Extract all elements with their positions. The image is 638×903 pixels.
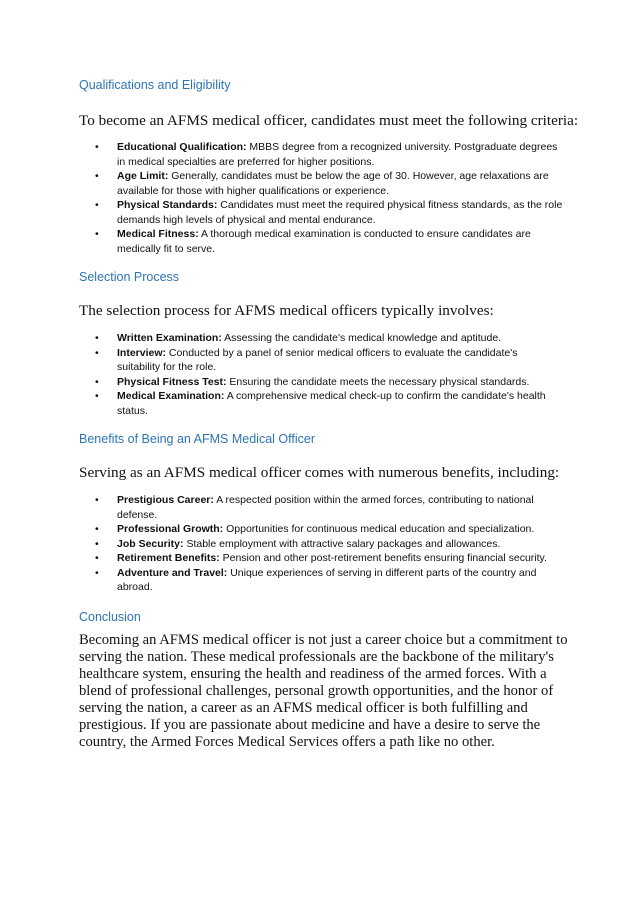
- bullet-icon: •: [95, 346, 99, 359]
- item-text: Opportunities for continuous medical education and specialization.: [223, 523, 535, 535]
- item-text: Ensuring the candidate meets the necessary physical standards.: [226, 375, 530, 388]
- bullet-icon: •: [95, 332, 99, 344]
- item-label: Adventure and Travel:: [117, 566, 228, 579]
- bullet-icon: •: [95, 199, 99, 211]
- section-intro-selection: The selection process for AFMS medical officers typically involves:: [79, 302, 494, 319]
- item-label: Medical Fitness:: [117, 228, 199, 240]
- item-label: Prestigious Career:: [117, 494, 214, 506]
- bullet-icon: •: [95, 170, 99, 182]
- bullet-icon: •: [95, 566, 99, 579]
- bullet-icon: •: [95, 228, 99, 240]
- list-item: [0, 551, 563, 566]
- list-item: [0, 566, 563, 595]
- bullet-icon: •: [95, 375, 99, 388]
- section-heading-qualifications: Qualifications and Eligibility: [79, 78, 231, 92]
- bullet-icon: •: [95, 141, 99, 153]
- item-text: Generally, candidates must be below the age of 30. However, age relaxations are available for those with higher qualifications or experience.: [117, 170, 549, 197]
- list-item: [0, 389, 563, 418]
- bullet-icon: •: [95, 494, 99, 506]
- item-text: A respected position within the armed forces, contributing to national defense.: [117, 494, 534, 521]
- list-item: [0, 169, 563, 198]
- item-label: Educational Qualification:: [117, 141, 247, 153]
- bullet-icon: •: [95, 390, 99, 402]
- section-heading-benefits: Benefits of Being an AFMS Medical Officer: [79, 432, 315, 446]
- list-item: [0, 493, 563, 522]
- item-label: Physical Fitness Test:: [117, 375, 227, 388]
- benefits-list: [0, 493, 600, 595]
- section-intro-benefits: Serving as an AFMS medical officer comes with numerous benefits, including:: [79, 464, 560, 481]
- list-item: [0, 375, 563, 390]
- item-label: Physical Standards:: [117, 199, 218, 211]
- selection-list: [0, 331, 600, 418]
- bullet-icon: •: [95, 537, 99, 550]
- list-item: [0, 522, 563, 537]
- list-item: [0, 198, 563, 227]
- list-item: [0, 227, 563, 256]
- item-label: Written Examination:: [117, 332, 222, 344]
- conclusion-paragraph: Becoming an AFMS medical officer is not just a career choice but a commitment to serving the nation. These medical professionals are the backbone of the military's healthcare system, ensuring the health and readiness of the armed forces. With a blend of professional challenges, personal growth opportunities, and the honor of serving the nation, a career as an AFMS medical officer is both fulfilling and prestigious. If you are passionate about medicine and have a desire to serve the country, the Armed Forces Medical Services offers a path like no other.: [79, 632, 568, 750]
- section-intro-qualifications: To become an AFMS medical officer, candidates must meet the following criteria:: [79, 112, 579, 129]
- item-text: Stable employment with attractive salary packages and allowances.: [183, 537, 501, 550]
- item-text: Candidates must meet the required physical fitness standards, as the role demands high levels of physical and mental endurance.: [117, 199, 563, 226]
- item-text: A thorough medical examination is conducted to ensure candidates are medically fit to serve.: [117, 228, 531, 255]
- bullet-icon: •: [95, 552, 99, 564]
- list-item: [0, 346, 563, 375]
- item-text: MBBS degree from a recognized university. Postgraduate degrees in medical specialties are preferred for higher positions.: [117, 141, 558, 168]
- list-item: [0, 331, 563, 346]
- item-label: Job Security:: [117, 537, 184, 550]
- item-text: Conducted by a panel of senior medical officers to evaluate the candidate's suitability for the role.: [117, 346, 518, 373]
- qualifications-list: [0, 140, 600, 256]
- item-label: Medical Examination:: [117, 390, 225, 402]
- item-label: Age Limit:: [117, 170, 169, 182]
- item-text: Unique experiences of serving in different parts of the country and abroad.: [117, 566, 537, 593]
- bullet-icon: •: [95, 523, 99, 535]
- item-label: Interview:: [117, 346, 167, 359]
- item-text: Assessing the candidate's medical knowledge and aptitude.: [221, 332, 502, 344]
- item-label: Retirement Benefits:: [117, 552, 220, 564]
- item-text: Pension and other post-retirement benefits ensuring financial security.: [219, 552, 547, 564]
- item-label: Professional Growth:: [117, 523, 224, 535]
- list-item: [0, 140, 563, 169]
- item-text: A comprehensive medical check-up to confirm the candidate's health status.: [117, 390, 546, 417]
- section-heading-selection: Selection Process: [79, 270, 180, 284]
- section-heading-conclusion: Conclusion: [79, 610, 141, 624]
- list-item: [0, 537, 563, 552]
